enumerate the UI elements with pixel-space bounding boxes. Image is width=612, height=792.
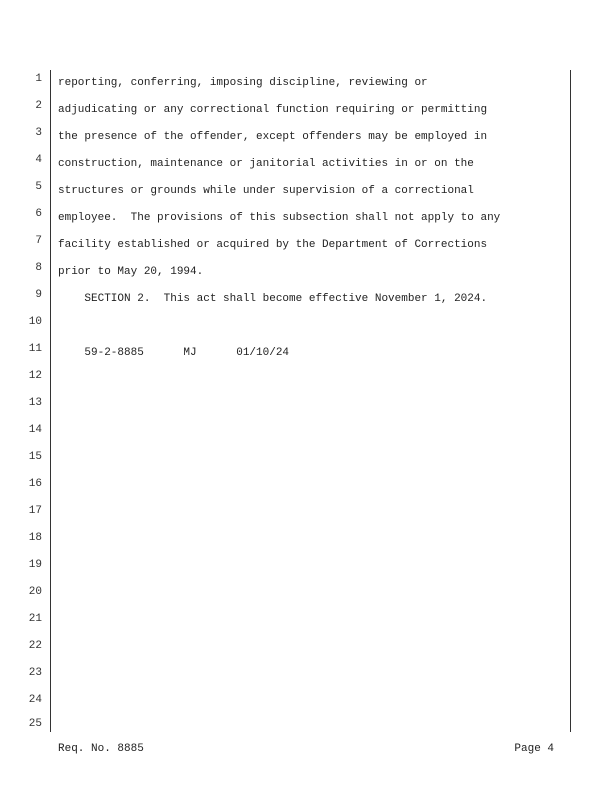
- text-line: prior to May 20, 1994.: [58, 266, 204, 278]
- line-number: 3: [35, 127, 42, 139]
- section-2-line: SECTION 2. This act shall become effective November 1, 2024.: [58, 293, 488, 305]
- line-number: 11: [28, 343, 42, 355]
- line-number: 21: [28, 613, 42, 625]
- text-line: employee. The provisions of this subsection shall not apply to any: [58, 212, 501, 224]
- line-number: 13: [28, 397, 42, 409]
- bill-text: [58, 76, 566, 373]
- line-number: 5: [35, 181, 42, 193]
- line-number: 22: [28, 640, 42, 652]
- line-number-partial: 25: [28, 718, 42, 730]
- text-line: the presence of the offender, except offenders may be employed in: [58, 131, 488, 143]
- text-line: facility established or acquired by the Department of Corrections: [58, 239, 488, 251]
- footer-request-number: Req. No. 8885: [58, 743, 144, 755]
- line-number: 19: [28, 559, 42, 571]
- line-number: 6: [35, 208, 42, 220]
- line-number: 12: [28, 370, 42, 382]
- line-number: 9: [35, 289, 42, 301]
- text-line: construction, maintenance or janitorial activities in or on the: [58, 158, 474, 170]
- line-number: 20: [28, 586, 42, 598]
- line-number: 8: [35, 262, 42, 274]
- line-number: 15: [28, 451, 42, 463]
- line-number: 24: [28, 694, 42, 706]
- line-number-column: [24, 72, 42, 730]
- request-code-line: 59-2-8885 MJ 01/10/24: [58, 347, 290, 359]
- line-number: 16: [28, 478, 42, 490]
- text-line: adjudicating or any correctional function requiring or permitting: [58, 104, 488, 116]
- line-number: 18: [28, 532, 42, 544]
- line-number: 17: [28, 505, 42, 517]
- text-line: structures or grounds while under supervision of a correctional: [58, 185, 474, 197]
- footer-page-number: Page 4: [514, 743, 554, 755]
- line-number: 14: [28, 424, 42, 436]
- left-margin-rule: [50, 70, 51, 732]
- blank-line: [58, 319, 566, 346]
- line-number: 2: [35, 100, 42, 112]
- line-number: 4: [35, 154, 42, 166]
- line-number: 10: [28, 316, 42, 328]
- right-margin-rule: [570, 70, 571, 732]
- line-number: 7: [35, 235, 42, 247]
- text-line: reporting, conferring, imposing discipline, reviewing or: [58, 77, 428, 89]
- line-number: 23: [28, 667, 42, 679]
- line-number: 1: [35, 73, 42, 85]
